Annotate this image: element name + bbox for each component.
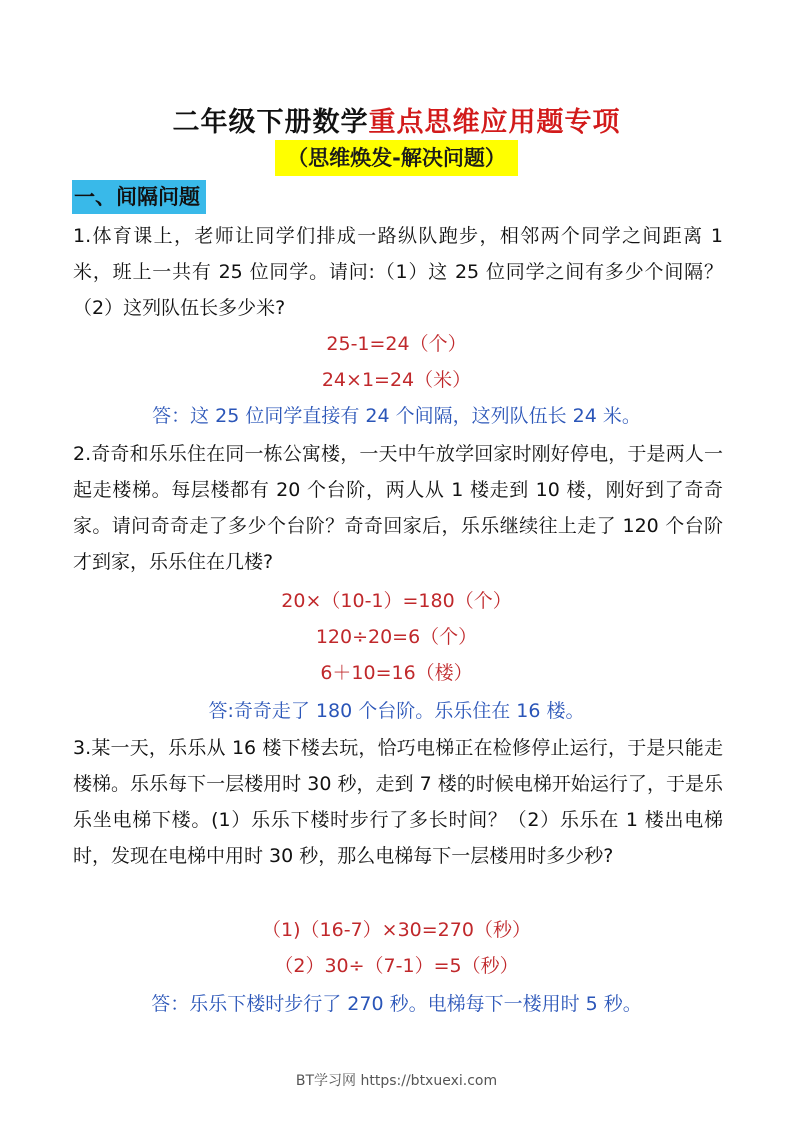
problem-1-text: 1.体育课上，老师让同学们排成一路纵队跑步，相邻两个同学之间距离 1 米，班上一共有 25 位同学。请问:（1）这 25 位同学之间有多少个间隔？（2）这列队伍长多少米? [73, 225, 723, 319]
problem-1-answer: 答：这 25 位同学直接有 24 个间隔，这列队伍长 24 米。 [152, 405, 641, 427]
footer-watermark: BT学习网 https://btxuexi.com [295, 1073, 498, 1089]
subtitle: （思维焕发-解决问题） [275, 140, 518, 176]
problem-1-calc-1: 25-1=24（个） [326, 333, 467, 355]
section-heading: 一、间隔问题 [72, 180, 206, 214]
problem-2-answer: 答:奇奇走了 180 个台阶。乐乐住在 16 楼。 [208, 700, 585, 722]
problem-3-text: 3.某一天，乐乐从 16 楼下楼去玩，恰巧电梯正在检修停止运行，于是只能走楼梯。乐乐每下一层楼用时 30 秒，走到 7 楼的时候电梯开始运行了，于是乐乐坐电梯下楼。(1）乐乐下楼时步行了多长时间？（2）乐乐在 1 楼出电梯时，发现在电梯中用时 30 秒，那么电梯每下一层楼用时多少秒? [73, 737, 723, 867]
problem-2-calc-2: 120÷20=6（个） [315, 626, 478, 648]
page-title [0, 100, 793, 139]
problem-3-calc-1: （1)（16-7）×30=270（秒） [262, 919, 531, 941]
problem-3-answer: 答：乐乐下楼时步行了 270 秒。电梯每下一楼用时 5 秒。 [151, 993, 642, 1015]
title-main: 二年级下册数学 [172, 107, 369, 138]
title-highlight: 重点思维应用题专项 [368, 107, 621, 138]
problem-2-calc-1: 20×（10-1）=180（个） [281, 590, 512, 612]
problem-2-text: 2.奇奇和乐乐住在同一栋公寓楼，一天中午放学回家时刚好停电，于是两人一起走楼梯。每层楼都有 20 个台阶，两人从 1 楼走到 10 楼，刚好到了奇奇家。请问奇奇走了多少个台阶？奇奇回家后，乐乐继续往上走了 120 个台阶才到家，乐乐住在几楼? [73, 443, 723, 573]
subtitle-container [0, 140, 793, 176]
problem-3-calc-2: （2）30÷（7-1）=5（秒） [274, 955, 519, 977]
problem-2-calc-3: 6＋10=16（楼） [320, 662, 473, 684]
problem-1-calc-2: 24×1=24（米） [321, 369, 472, 391]
